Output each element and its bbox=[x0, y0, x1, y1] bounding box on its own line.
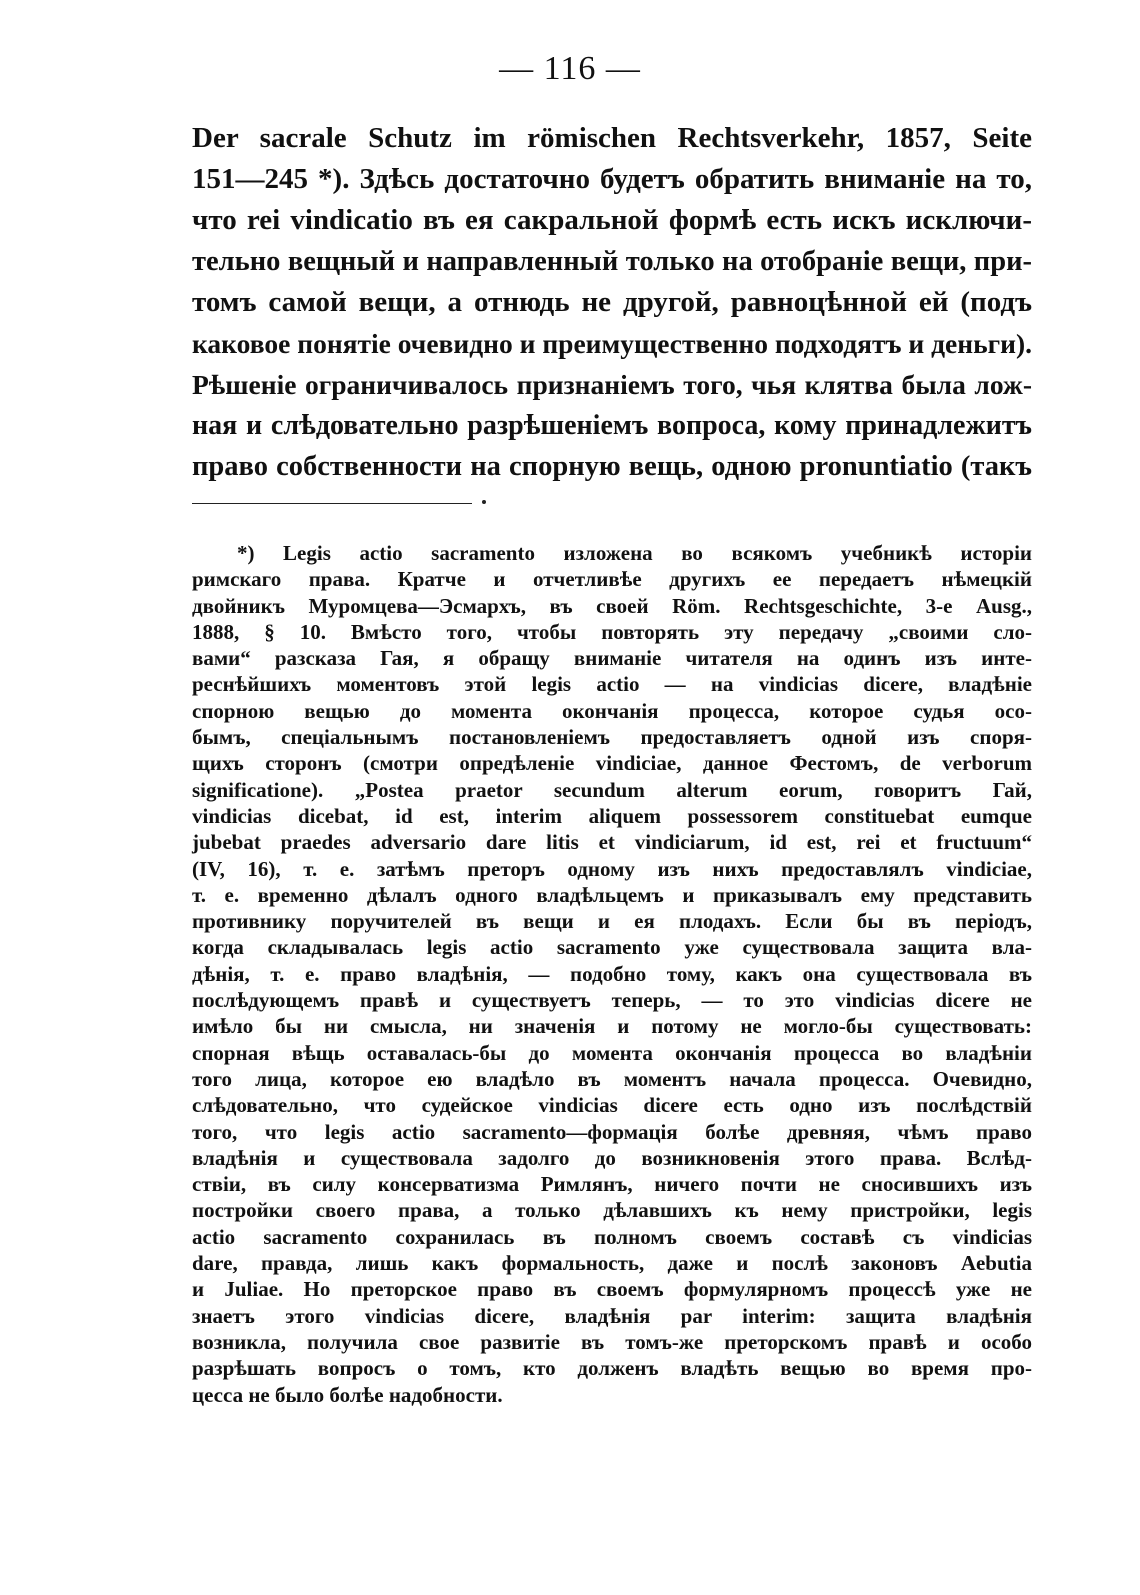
main-text-line: тельно вещный и направленный только на отобраніе вещи, при- bbox=[192, 246, 1032, 277]
footnote-line: бымъ, спеціальнымъ постановленіемъ предоставляетъ одной изъ споря- bbox=[192, 725, 1032, 750]
footnote-line: реснѣйшихъ моментовъ этой legis actio — на vindicias dicere, владѣніе bbox=[192, 672, 1032, 697]
footnote-line: actio sacramento сохранилась въ полномъ своемъ составѣ съ vindicias bbox=[192, 1224, 1032, 1249]
footnote-line: двойникъ Муромцева—Эсмархъ, въ своей Röm. Rechtsgeschichte, 3-е Ausg., bbox=[192, 593, 1032, 618]
footnote-divider-dot bbox=[482, 500, 486, 504]
footnote-block bbox=[192, 540, 1032, 1408]
footnote-line: щихъ сторонъ (смотри опредѣленіе vindiciae, данное Фестомъ, de verborum bbox=[192, 751, 1032, 776]
page-number: — 116 — bbox=[499, 50, 641, 87]
footnote-line: когда складывалась legis actio sacramento уже существовала защита вла- bbox=[192, 935, 1032, 960]
main-text-line: Рѣшеніе ограничивалось признаніемъ того, чья клятва была лож- bbox=[192, 369, 1032, 400]
footnote-line: спорною вещью до момента окончанія процесса, которое судья осо- bbox=[192, 698, 1032, 723]
footnote-line: разрѣшать вопросъ о томъ, кто долженъ владѣть вещью во время про- bbox=[192, 1356, 1032, 1381]
footnote-line: dare, правда, лишь какъ формальность, даже и послѣ законовъ Aebutia bbox=[192, 1251, 1032, 1276]
main-text-line: Der sacrale Schutz im römischen Rechtsverkehr, 1857, Seite bbox=[192, 122, 1032, 154]
footnote-line: *) Legis actio sacramento изложена во всякомъ учебникѣ исторіи bbox=[237, 541, 1032, 565]
footnote-line: дѣнія, т. е. право владѣнія, — подобно тому, какъ она существовала въ bbox=[192, 961, 1032, 986]
footnote-line: jubebat praedes adversario dare litis et vindiciarum, id est, rei et fructuum“ bbox=[192, 830, 1032, 855]
footnote-line: того, что legis actio sacramento—формація болѣе древняя, чѣмъ право bbox=[192, 1119, 1032, 1144]
footnote-line: и Juliae. Но преторское право въ своемъ формулярномъ процессѣ уже не bbox=[192, 1277, 1032, 1302]
footnote-line: vindicias dicebat, id est, interim aliquem possessorem constituebat eumque bbox=[192, 803, 1032, 828]
footnote-line: т. е. временно дѣлалъ одного владѣльцемъ и приказывалъ ему представить bbox=[192, 882, 1032, 907]
main-text-line: томъ самой вещи, а отнюдь не другой, равноцѣнной ей (подъ bbox=[192, 286, 1032, 318]
footnote-line: владѣнія и существовала задолго до возникновенія этого права. Вслѣд- bbox=[192, 1145, 1032, 1170]
footnote-line: слѣдовательно, что судейское vindicias dicere есть одно изъ послѣдствій bbox=[192, 1093, 1032, 1118]
footnote-line: того лица, которое ею владѣло въ моментъ начала процесса. Очевидно, bbox=[192, 1066, 1032, 1091]
footnote-line: противнику поручителей въ вещи и ея плодахъ. Если бы въ періодъ, bbox=[192, 909, 1032, 934]
footnote-line: significatione). „Postea praetor secundum alterum eorum, говоритъ Гай, bbox=[192, 777, 1032, 802]
main-text-line: право собственности на спорную вещь, одною pronuntiatio (такъ bbox=[192, 451, 1032, 482]
footnote-line: возникла, получила свое развитіе въ томъ-же преторскомъ правѣ и особо bbox=[192, 1329, 1032, 1354]
footnote-line: вами“ разсказа Гая, я обращу вниманіе читателя на одинъ изъ инте- bbox=[192, 646, 1032, 671]
footnote-divider bbox=[192, 503, 472, 504]
footnote-line: (IV, 16), т. е. затѣмъ преторъ одному изъ нихъ предоставлялъ vindiciae, bbox=[192, 856, 1032, 881]
footnote-line: постройки своего права, а только дѣлавшихъ къ нему пристройки, legis bbox=[192, 1198, 1032, 1223]
footnote-line: 1888, § 10. Вмѣсто того, чтобы повторять эту передачу „своими сло- bbox=[192, 619, 1032, 644]
footnote-line: имѣло бы ни смысла, ни значенія и потому не могло-бы существовать: bbox=[192, 1014, 1032, 1039]
main-text-line: что rei vindicatio въ ея сакральной формѣ есть искъ исключи- bbox=[192, 204, 1032, 236]
main-text-block bbox=[192, 118, 1032, 487]
footnote-line: послѣдующемъ правѣ и существуетъ теперь, — то это vindicias dicere не bbox=[192, 988, 1032, 1013]
main-text-line: ная и слѣдовательно разрѣшеніемъ вопроса, кому принадлежитъ bbox=[192, 410, 1032, 441]
main-text-line: каковое понятіе очевидно и преимущественно подходятъ и деньги). bbox=[192, 328, 1032, 359]
footnote-line: цесса не было болѣе надобности. bbox=[192, 1382, 503, 1407]
footnote-line: знаетъ этого vindicias dicere, владѣнія par interim: защита владѣнія bbox=[192, 1303, 1032, 1328]
footnote-line: ствіи, въ силу консерватизма Римлянъ, ничего почти не сносившихъ изъ bbox=[192, 1172, 1032, 1197]
footnote-line: римскаго права. Кратче и отчетливѣе другихъ ее передаетъ нѣмецкій bbox=[192, 567, 1032, 592]
main-text-line: 151—245 *). Здѣсь достаточно будетъ обратить вниманіе на то, bbox=[192, 163, 1032, 195]
footnote-line: спорная вѣщь оставалась-бы до момента окончанія процесса во владѣніи bbox=[192, 1040, 1032, 1065]
